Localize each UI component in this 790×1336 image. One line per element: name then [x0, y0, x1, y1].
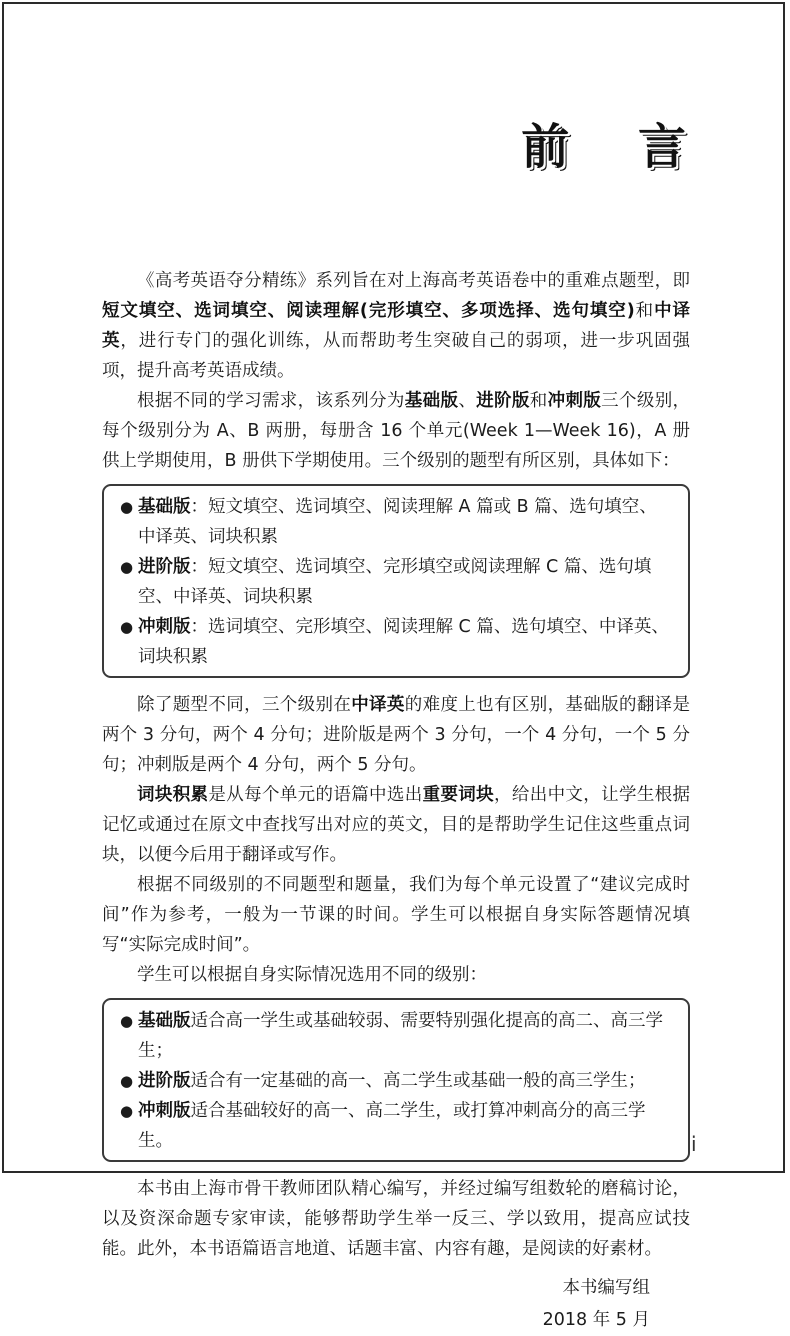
bullet-icon: ●	[120, 1102, 134, 1120]
paragraph-time: 根据不同级别的不同题型和题量，我们为每个单元设置了“建议完成时间”作为参考，一般为一节课的时间。学生可以根据自身实际答题情况填写“实际完成时间”。	[102, 875, 690, 955]
usage-box	[102, 998, 690, 1162]
bullet-icon: ●	[120, 1012, 134, 1030]
signature-author: 本书编写组	[562, 1278, 650, 1298]
list-item: ● 基础版：短文填空、选词填空、阅读理解 A 篇或 B 篇、选句填空、中译英、词块积累	[118, 492, 674, 552]
paragraph-translation: 除了题型不同，三个级别在中译英的难度上也有区别，基础版的翻译是两个 3 分句，两个 4 分句；进阶版是两个 3 分句，一个 4 分句，一个 5 分句；冲刺版是两个 4 分句，两个 5 分句。	[102, 695, 691, 775]
signature	[102, 1272, 690, 1336]
bullet-icon: ●	[120, 498, 134, 516]
paragraph-authors: 本书由上海市骨干教师团队精心编写，并经过编写组数轮的磨稿讨论，以及资深命题专家审读，能够帮助学生举一反三、学以致用，提高应试技能。此外，本书语篇语言地道、话题丰富、内容有趣，是阅读的好素材。	[102, 1179, 690, 1259]
list-item: ● 基础版适合高一学生或基础较弱、需要特别强化提高的高二、高三学生；	[118, 1006, 674, 1066]
bullet-icon: ●	[120, 1072, 134, 1090]
list-item: ● 冲刺版适合基础较好的高一、高二学生，或打算冲刺高分的高三学生。	[118, 1096, 674, 1156]
preface-body	[102, 266, 690, 1336]
paragraph-choose: 学生可以根据自身实际情况选用不同的级别：	[137, 965, 487, 985]
list-item: ● 进阶版：短文填空、选词填空、完形填空或阅读理解 C 篇、选句填空、中译英、词块积累	[118, 552, 674, 612]
bullet-icon: ●	[120, 558, 134, 576]
signature-date: 2018 年 5 月	[542, 1310, 650, 1330]
list-item: ● 进阶版适合有一定基础的高一、高二学生或基础一般的高三学生；	[118, 1066, 674, 1096]
page-title: 前 言	[521, 119, 712, 175]
paragraph-levels: 根据不同的学习需求，该系列分为基础版、进阶版和冲刺版三个级别，每个级别分为 A、B 两册，每册含 16 个单元(Week 1—Week 16)，A 册供上学期使用，B 册供下学期使用。三个级别的题型有所区别，具体如下：	[102, 391, 691, 471]
page-number: i	[691, 1132, 697, 1156]
list-item: ● 冲刺版：选词填空、完形填空、阅读理解 C 篇、选句填空、中译英、词块积累	[118, 612, 674, 672]
bullet-icon: ●	[120, 618, 134, 636]
levels-box	[102, 484, 690, 678]
paragraph-intro: 《高考英语夺分精练》系列旨在对上海高考英语卷中的重难点题型，即短文填空、选词填空、阅读理解(完形填空、多项选择、选句填空)和中译英，进行专门的强化训练，从而帮助考生突破自己的弱项，进一步巩固强项，提升高考英语成绩。	[102, 271, 691, 381]
paragraph-chunks: 词块积累是从每个单元的语篇中选出重要词块，给出中文，让学生根据记忆或通过在原文中查找写出对应的英文，目的是帮助学生记住这些重点词块，以便今后用于翻译或写作。	[102, 785, 691, 865]
